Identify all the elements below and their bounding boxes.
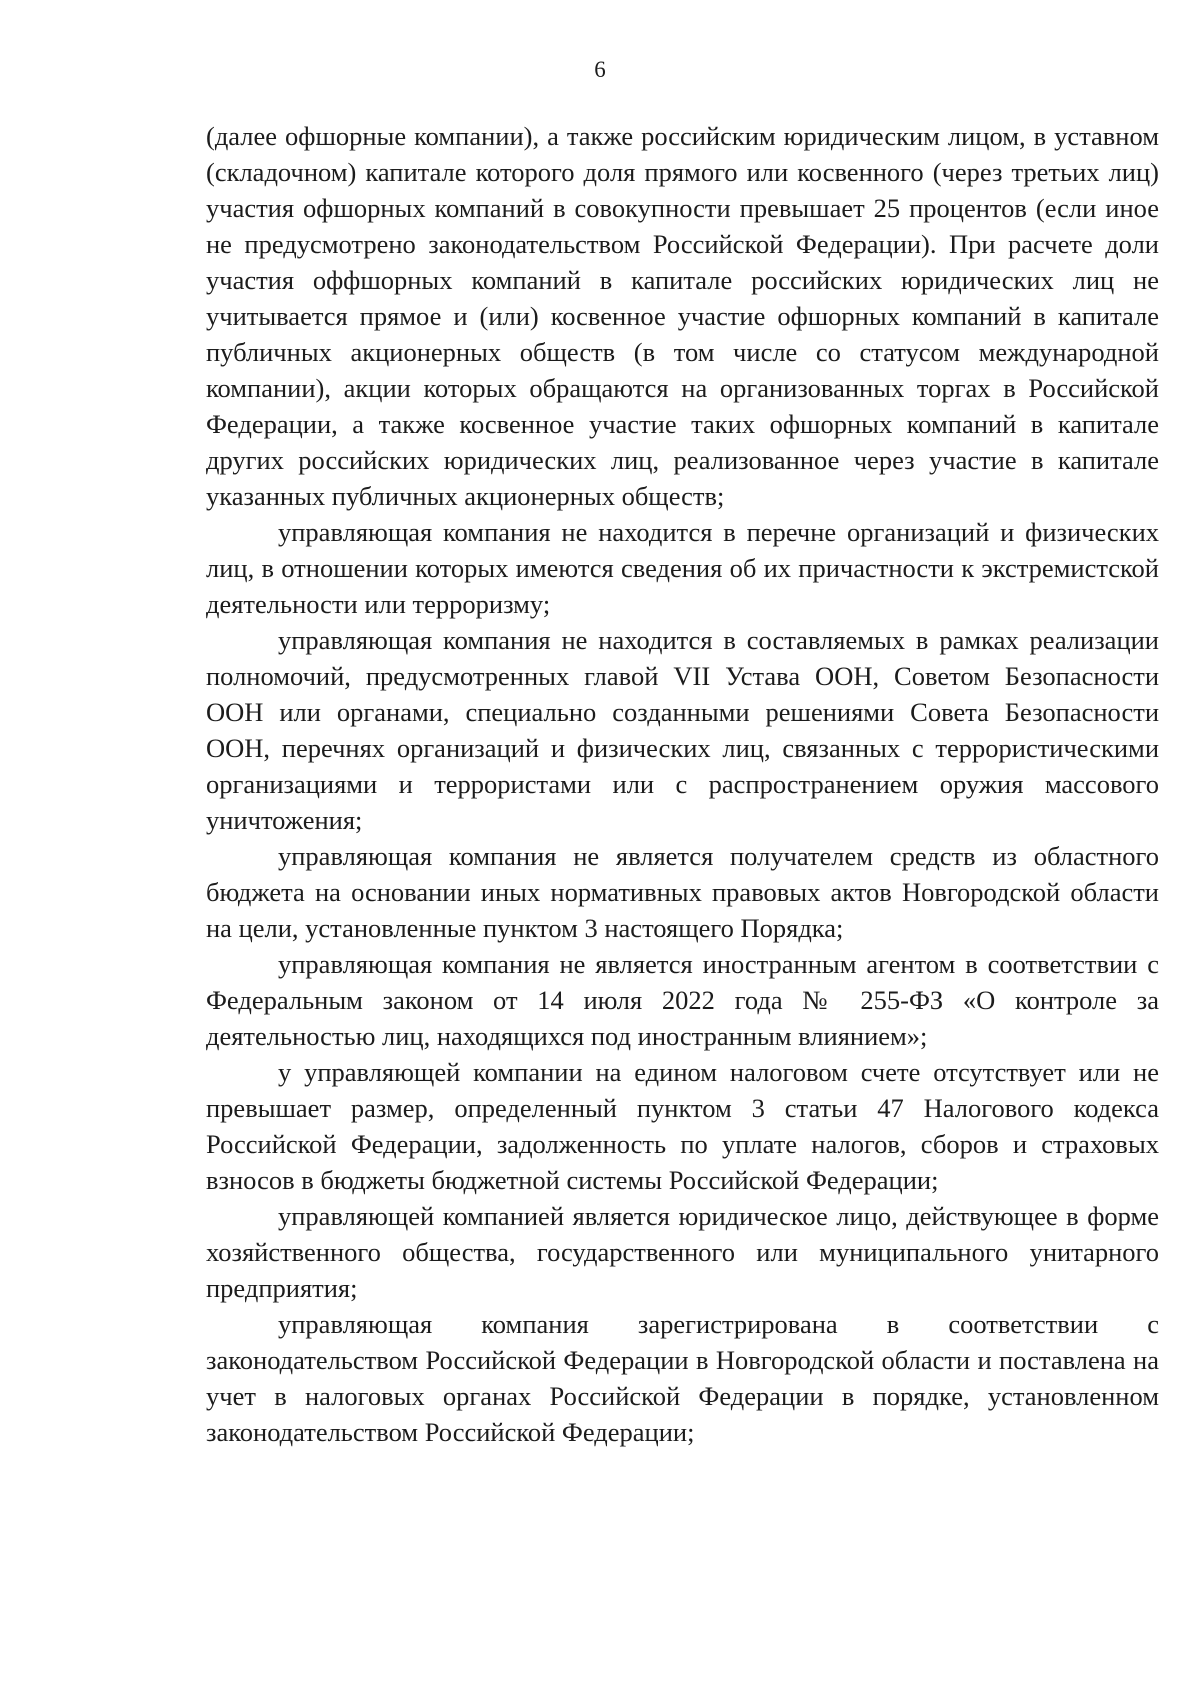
- paragraph-budget-recipient: управляющая компания не является получателем средств из областного бюджета на основании иных нормативных правовых актов Новгородской области на цели, установленные пунктом 3 настоящего Порядка;: [206, 841, 1159, 943]
- paragraph-offshore-participation: (далее офшорные компании), а также российским юридическим лицом, в уставном (складочном) капитале которого доля прямого или косвенного (через третьих лиц) участия офшорных компаний в совокупности превышает 25 процентов (если иное не предусмотрено законодательством Российской Федерации). При расчете доли участия оффшорных компаний в капитале российских юридических лиц не учитывается прямое и (или) косвенное участие офшорных компаний в капитале публичных акционерных обществ (в том числе со статусом международной компании), акции которых обращаются на организованных торгах в Российской Федерации, а также косвенное участие таких офшорных компаний в капитале других российских юридических лиц, реализованное через участие в капитале указанных публичных акционерных обществ;: [206, 121, 1159, 511]
- paragraph-legal-form: управляющей компанией является юридическое лицо, действующее в форме хозяйственного общества, государственного или муниципального унитарного предприятия;: [206, 1201, 1159, 1303]
- page-number: 6: [594, 57, 606, 82]
- paragraph-registration: управляющая компания зарегистрирована в соответствии с законодательством Российской Федерации в Новгородской области и поставлена на учет в налоговых органах Российской Федерации в порядке, установленном законодательством Российской Федерации;: [206, 1309, 1159, 1447]
- document-body: [206, 118, 1159, 1450]
- paragraph-tax-debt: у управляющей компании на едином налоговом счете отсутствует или не превышает размер, определенный пунктом 3 статьи 47 Налогового кодекса Российской Федерации, задолженность по уплате налогов, сборов и страховых взносов в бюджеты бюджетной системы Российской Федерации;: [206, 1057, 1159, 1195]
- paragraph-un-sanctions-list: управляющая компания не находится в составляемых в рамках реализации полномочий, предусмотренных главой VII Устава ООН, Советом Безопасности ООН или органами, специально созданными решениями Совета Безопасности ООН, перечнях организаций и физических лиц, связанных с террористическими организациями и террористами или с распространением оружия массового уничтожения;: [206, 625, 1159, 835]
- paragraph-extremism-list: управляющая компания не находится в перечне организаций и физических лиц, в отношении которых имеются сведения об их причастности к экстремистской деятельности или терроризму;: [206, 517, 1159, 619]
- paragraph-foreign-agent: управляющая компания не является иностранным агентом в соответствии с Федеральным законом от 14 июля 2022 года № 255-ФЗ «О контроле за деятельностью лиц, находящихся под иностранным влиянием»;: [206, 949, 1159, 1051]
